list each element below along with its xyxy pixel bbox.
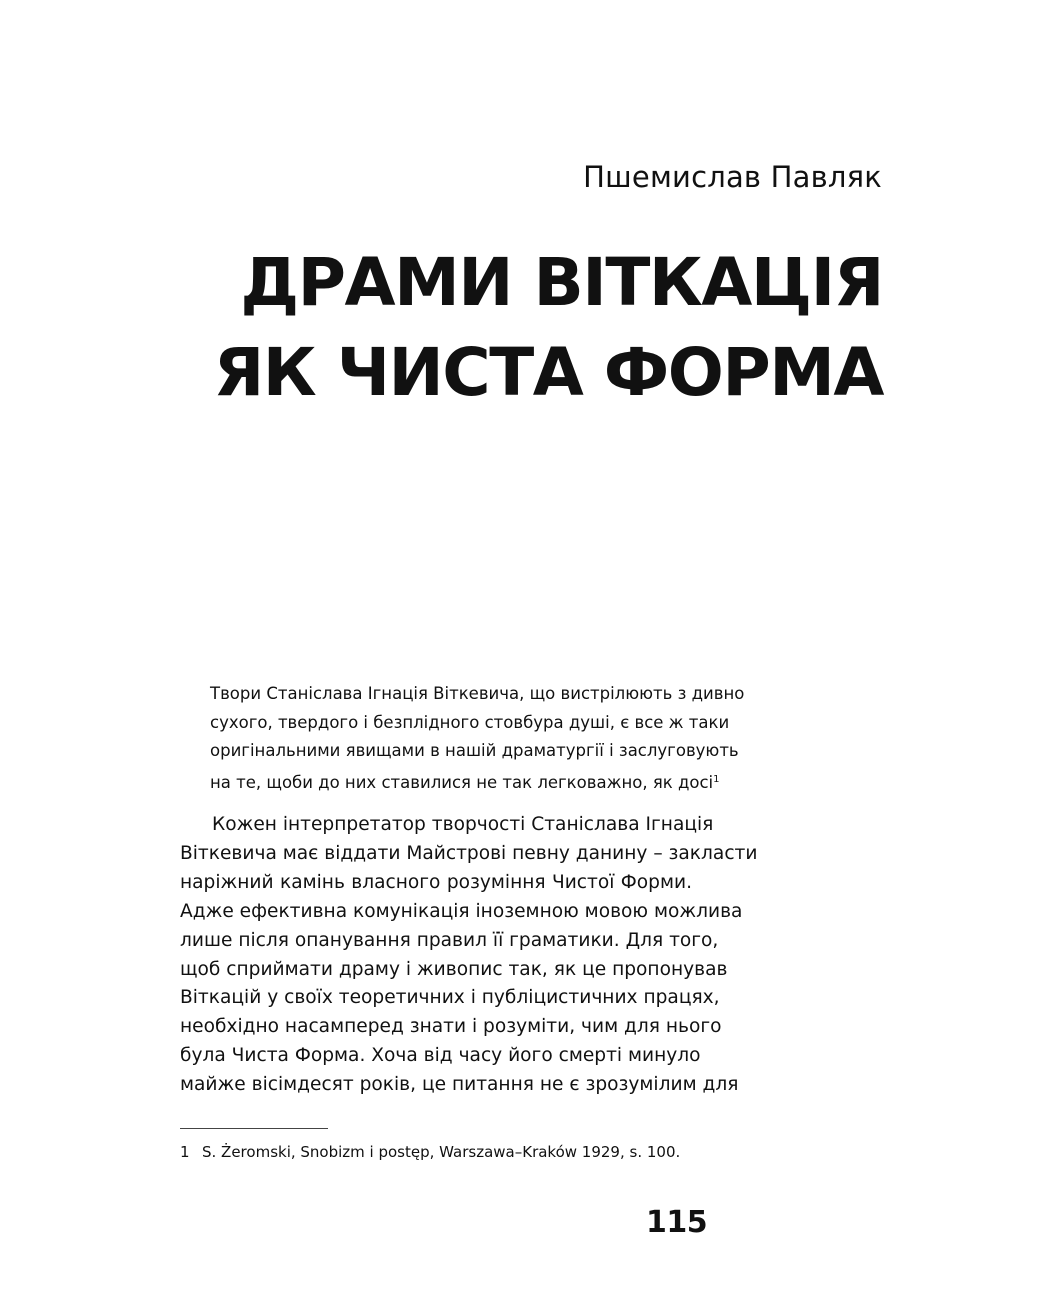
body-line: Адже ефективна комунікація іноземною мовою можлива <box>180 900 743 922</box>
epigraph-line: на те, щоби до них ставилися не так легковажно, як досі <box>210 772 714 792</box>
body-paragraph <box>180 811 758 1100</box>
body-line: необхідно насамперед знати і розуміти, чим для нього <box>180 1016 722 1038</box>
epigraph-line-last <box>210 766 720 798</box>
epigraph-line: Твори Станіслава Ігнація Віткевича, що вистрілюють з дивно <box>210 684 745 703</box>
chapter-title-line-1: ДРАМИ ВІТКАЦІЯ <box>240 244 883 321</box>
footnote <box>180 1141 680 1163</box>
body-line: Кожен інтерпретатор творчості Станіслава Ігнація <box>212 814 714 835</box>
body-line: була Чиста Форма. Хоча від часу його смерті минуло <box>180 1045 701 1067</box>
chapter-title-line-2: ЯК ЧИСТА ФОРМА <box>213 334 883 411</box>
body-line: Віткевича має віддати Майстрові певну данину – закласти <box>180 842 758 864</box>
body-line: щоб сприймати драму і живопис так, як це пропонував <box>180 958 728 980</box>
epigraph-line: сухого, твердого і безплідного стовбура душі, є все ж таки <box>210 712 730 732</box>
chapter-title <box>213 238 883 418</box>
author-name: Пшемислав Павляк <box>583 160 882 194</box>
body-line: Віткацій у своїх теоретичних і публіцистичних працях, <box>180 987 720 1009</box>
epigraph <box>210 680 745 797</box>
footnote-divider <box>180 1128 328 1129</box>
footnote-text: S. Żeromski, Snobizm i postęp, Warszawa–Kraków 1929, s. 100. <box>202 1143 681 1161</box>
body-line: лише після опанування правил її граматики. Для того, <box>180 929 719 951</box>
footnote-reference: 1 <box>713 773 720 785</box>
footnote-number: 1 <box>180 1143 190 1161</box>
page-number: 115 <box>646 1205 708 1240</box>
body-line: наріжний камінь власного розуміння Чистої Форми. <box>180 871 692 893</box>
body-line: майже вісімдесят років, це питання не є зрозумілим для <box>180 1074 739 1096</box>
epigraph-line: оригінальними явищами в нашій драматургії і заслуговують <box>210 741 739 760</box>
